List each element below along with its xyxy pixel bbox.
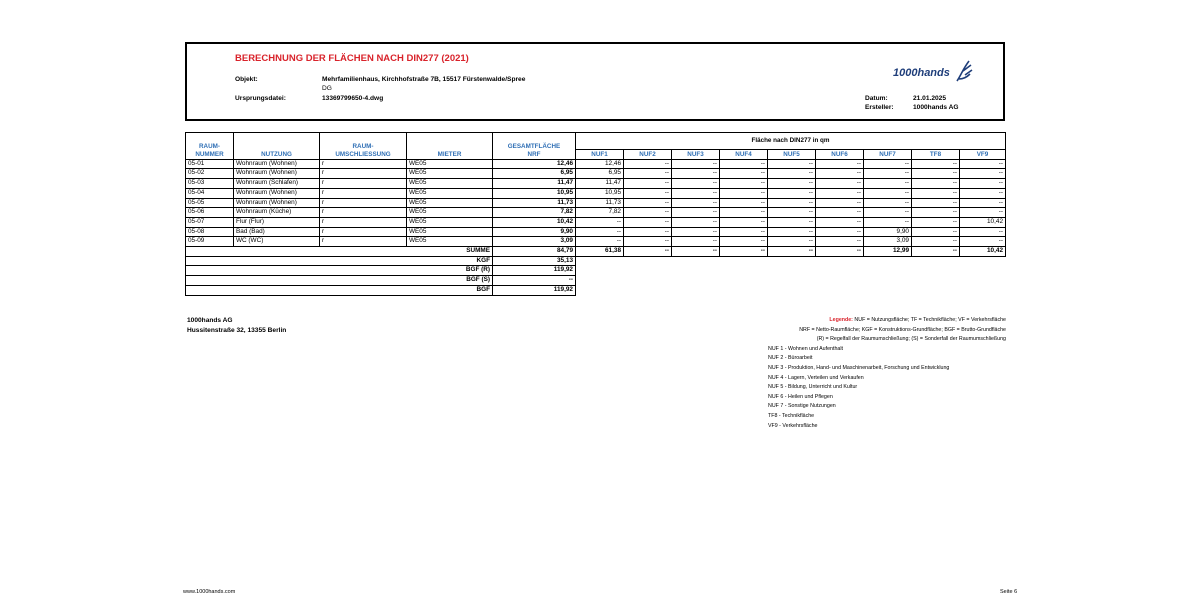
cell-area: -- [912, 179, 960, 189]
cell-area: -- [672, 237, 720, 247]
total-label: KGF [186, 256, 493, 266]
sum-area: -- [912, 247, 960, 257]
cell-raum-nummer: 05-02 [186, 169, 234, 179]
cell-area: -- [624, 159, 672, 169]
area-table [185, 132, 1006, 296]
cell-mieter: WE05 [407, 227, 493, 237]
cell-area: -- [912, 237, 960, 247]
sum-area: 10,42 [960, 247, 1006, 257]
cell-area: -- [672, 198, 720, 208]
cell-nrf: 3,09 [493, 237, 576, 247]
cell-area: 3,09 [864, 237, 912, 247]
cell-area: 11,47 [576, 179, 624, 189]
table-row [186, 237, 1006, 247]
cell-area: 11,73 [576, 198, 624, 208]
sum-area: -- [816, 247, 864, 257]
header-nuf2: NUF2 [624, 150, 672, 160]
cell-area: -- [912, 198, 960, 208]
cell-area: -- [864, 217, 912, 227]
total-value: -- [493, 276, 576, 286]
sum-area: -- [768, 247, 816, 257]
cell-raum-nummer: 05-07 [186, 217, 234, 227]
logo-hand-icon [953, 57, 975, 85]
document-header-box [185, 42, 1005, 121]
cell-area: -- [624, 198, 672, 208]
total-label: BGF (R) [186, 266, 493, 276]
legend-item: TF8 - Technikfläche [768, 412, 815, 419]
cell-area: -- [960, 208, 1006, 218]
cell-area: -- [816, 208, 864, 218]
cell-umschliessung: r [320, 227, 407, 237]
header-nuf3: NUF3 [672, 150, 720, 160]
cell-umschliessung: r [320, 237, 407, 247]
table-row [186, 227, 1006, 237]
cell-area: -- [768, 169, 816, 179]
cell-area: -- [720, 208, 768, 218]
cell-mieter: WE05 [407, 217, 493, 227]
header-nuf7: NUF7 [864, 150, 912, 160]
header-umschliessung: RAUM- UMSCHLIESSUNG [320, 133, 407, 160]
cell-nrf: 12,46 [493, 159, 576, 169]
cell-area: -- [768, 237, 816, 247]
cell-area: -- [912, 227, 960, 237]
total-row [186, 285, 1006, 295]
header-gesamtflaeche: GESAMTFLÄCHE NRF [493, 133, 576, 160]
cell-area: -- [816, 179, 864, 189]
cell-area: -- [768, 208, 816, 218]
cell-area: -- [624, 188, 672, 198]
cell-area: 12,46 [576, 159, 624, 169]
legend-item: NUF 2 - Büroarbeit [768, 355, 813, 362]
cell-area: -- [816, 217, 864, 227]
table-row [186, 198, 1006, 208]
cell-nrf: 9,90 [493, 227, 576, 237]
cell-area: -- [576, 237, 624, 247]
cell-area: 9,90 [864, 227, 912, 237]
cell-area: -- [720, 217, 768, 227]
cell-area: -- [816, 159, 864, 169]
cell-area: -- [672, 227, 720, 237]
cell-area: -- [816, 198, 864, 208]
cell-area: -- [672, 188, 720, 198]
cell-area: -- [672, 179, 720, 189]
cell-raum-nummer: 05-06 [186, 208, 234, 218]
cell-umschliessung: r [320, 198, 407, 208]
legend-item: NUF 6 - Heilen und Pflegen [768, 393, 833, 400]
cell-area: 10,42 [960, 217, 1006, 227]
cell-area: -- [720, 227, 768, 237]
legend-line-1: Legende: NUF = Nutzungsfläche; TF = Technikfläche; VF = Verkehrsfläche [829, 317, 1006, 323]
cell-nutzung: WC (WC) [234, 237, 320, 247]
cell-area: -- [864, 198, 912, 208]
company-logo [893, 57, 973, 85]
total-row [186, 276, 1006, 286]
cell-umschliessung: r [320, 179, 407, 189]
cell-area: -- [768, 159, 816, 169]
header-nuf6: NUF6 [816, 150, 864, 160]
cell-area: -- [720, 237, 768, 247]
cell-nutzung: Wohnraum (Wohnen) [234, 169, 320, 179]
total-row [186, 266, 1006, 276]
cell-area: -- [624, 227, 672, 237]
cell-area: -- [720, 198, 768, 208]
cell-nutzung: Flur (Flur) [234, 217, 320, 227]
cell-area: 7,82 [576, 208, 624, 218]
cell-area: -- [624, 179, 672, 189]
cell-umschliessung: r [320, 188, 407, 198]
cell-area: -- [960, 179, 1006, 189]
legend-label: Legende: [829, 317, 853, 323]
cell-area: -- [864, 179, 912, 189]
objekt-value: Mehrfamilienhaus, Kirchhofstraße 7B, 15517 Fürstenwalde/Spree [322, 76, 526, 83]
legend-item: NUF 3 - Produktion, Hand- und Maschinenarbeit, Forschung und Entwicklung [768, 364, 950, 371]
date-label: Datum: [865, 95, 888, 102]
company-name: 1000hands AG [187, 317, 233, 324]
cell-area: -- [720, 169, 768, 179]
cell-area: -- [768, 179, 816, 189]
total-label: BGF [186, 285, 493, 295]
legend-item: NUF 4 - Lagern, Verteilen und Verkaufen [768, 374, 864, 381]
sum-label: SUMME [186, 247, 493, 257]
cell-nutzung: Wohnraum (Wohnen) [234, 159, 320, 169]
cell-nutzung: Wohnraum (Wohnen) [234, 198, 320, 208]
cell-area: -- [816, 169, 864, 179]
legend-item: NUF 7 - Sonstige Nutzungen [768, 403, 836, 410]
header-vf9: VF9 [960, 150, 1006, 160]
date-value: 21.01.2025 [913, 95, 947, 102]
legend-block [760, 316, 1006, 431]
table-row [186, 159, 1006, 169]
cell-area: -- [912, 208, 960, 218]
cell-raum-nummer: 05-01 [186, 159, 234, 169]
cell-area: -- [768, 227, 816, 237]
sum-row [186, 247, 1006, 257]
cell-area: -- [960, 159, 1006, 169]
cell-nutzung: Wohnraum (Wohnen) [234, 188, 320, 198]
empty-space [576, 256, 1006, 266]
header-tf8: TF8 [912, 150, 960, 160]
legend-item: NUF 5 - Bildung, Unterricht und Kultur [768, 384, 858, 391]
cell-area: -- [912, 217, 960, 227]
cell-area: -- [672, 208, 720, 218]
cell-area: -- [960, 227, 1006, 237]
cell-raum-nummer: 05-03 [186, 179, 234, 189]
cell-mieter: WE05 [407, 179, 493, 189]
author-value: 1000hands AG [913, 104, 959, 111]
cell-area: -- [624, 208, 672, 218]
empty-space [576, 285, 1006, 295]
cell-area: -- [672, 217, 720, 227]
legend-item: VF9 - Verkehrsfläche [768, 422, 818, 429]
cell-area: -- [816, 188, 864, 198]
sum-area: -- [672, 247, 720, 257]
total-value: 35,13 [493, 256, 576, 266]
sum-area: -- [720, 247, 768, 257]
cell-area: -- [960, 198, 1006, 208]
cell-mieter: WE05 [407, 198, 493, 208]
cell-nrf: 10,95 [493, 188, 576, 198]
cell-area: -- [576, 217, 624, 227]
cell-area: -- [624, 169, 672, 179]
cell-mieter: WE05 [407, 188, 493, 198]
header-nuf1: NUF1 [576, 150, 624, 160]
cell-area: -- [912, 188, 960, 198]
table-row [186, 208, 1006, 218]
cell-nutzung: Wohnraum (Schlafen) [234, 179, 320, 189]
cell-mieter: WE05 [407, 159, 493, 169]
cell-area: -- [768, 188, 816, 198]
cell-area: -- [912, 159, 960, 169]
table-row [186, 217, 1006, 227]
footer-page-number: Seite 6 [1000, 589, 1018, 595]
cell-nrf: 11,47 [493, 179, 576, 189]
cell-area: -- [960, 237, 1006, 247]
total-row [186, 256, 1006, 266]
table-row [186, 169, 1006, 179]
sum-area: 12,99 [864, 247, 912, 257]
cell-area: -- [720, 159, 768, 169]
header-group-din277: Fläche nach DIN277 in qm [576, 133, 1006, 150]
cell-area: -- [864, 188, 912, 198]
company-address-block [187, 316, 286, 336]
header-nutzung: NUTZUNG [234, 133, 320, 160]
cell-area: -- [672, 159, 720, 169]
cell-area: -- [768, 198, 816, 208]
table-row [186, 188, 1006, 198]
cell-area: -- [864, 159, 912, 169]
empty-space [576, 276, 1006, 286]
header-nuf5: NUF5 [768, 150, 816, 160]
table-row [186, 179, 1006, 189]
cell-area: -- [960, 169, 1006, 179]
source-file-label: Ursprungsdatei: [235, 95, 286, 102]
cell-mieter: WE05 [407, 237, 493, 247]
cell-nutzung: Bad (Bad) [234, 227, 320, 237]
sum-nrf: 84,79 [493, 247, 576, 257]
cell-area: -- [576, 227, 624, 237]
cell-raum-nummer: 05-04 [186, 188, 234, 198]
empty-space [576, 266, 1006, 276]
author-label: Ersteller: [865, 104, 894, 111]
total-label: BGF (S) [186, 276, 493, 286]
cell-area: -- [864, 169, 912, 179]
cell-area: -- [912, 169, 960, 179]
cell-area: -- [960, 188, 1006, 198]
logo-text: 1000hands [893, 67, 950, 79]
cell-raum-nummer: 05-09 [186, 237, 234, 247]
footer-url: www.1000hands.com [183, 589, 236, 595]
cell-area: -- [864, 208, 912, 218]
cell-mieter: WE05 [407, 208, 493, 218]
legend-line-2: NRF = Netto-Raumfläche; KGF = Konstruktions-Grundfläche; BGF = Brutto-Grundfläche [799, 326, 1006, 333]
cell-umschliessung: r [320, 217, 407, 227]
floor-value: DG [322, 85, 332, 92]
cell-umschliessung: r [320, 208, 407, 218]
sum-area: -- [624, 247, 672, 257]
cell-nrf: 6,95 [493, 169, 576, 179]
objekt-label: Objekt: [235, 76, 258, 83]
cell-area: 10,95 [576, 188, 624, 198]
total-value: 119,92 [493, 266, 576, 276]
cell-area: -- [816, 237, 864, 247]
cell-area: -- [720, 179, 768, 189]
cell-nrf: 11,73 [493, 198, 576, 208]
cell-area: -- [624, 217, 672, 227]
header-nuf4: NUF4 [720, 150, 768, 160]
company-address: Hussitenstraße 32, 13355 Berlin [187, 327, 287, 334]
document-title: BERECHNUNG DER FLÄCHEN NACH DIN277 (2021) [235, 53, 469, 64]
source-file-value: 13369799650-4.dwg [322, 95, 384, 102]
cell-nrf: 7,82 [493, 208, 576, 218]
cell-raum-nummer: 05-08 [186, 227, 234, 237]
cell-area: -- [768, 217, 816, 227]
total-value: 119,92 [493, 285, 576, 295]
cell-area: 6,95 [576, 169, 624, 179]
cell-area: -- [816, 227, 864, 237]
cell-umschliessung: r [320, 159, 407, 169]
cell-nrf: 10,42 [493, 217, 576, 227]
legend-line-3: (R) = Regelfall der Raumumschließung; (S) = Sonderfall der Raumumschließung [816, 336, 1006, 343]
cell-area: -- [672, 169, 720, 179]
cell-raum-nummer: 05-05 [186, 198, 234, 208]
cell-area: -- [624, 237, 672, 247]
header-mieter: MIETER [407, 133, 493, 160]
cell-mieter: WE05 [407, 169, 493, 179]
cell-nutzung: Wohnraum (Küche) [234, 208, 320, 218]
cell-area: -- [720, 188, 768, 198]
legend-item: NUF 1 - Wohnen und Aufenthalt [768, 345, 843, 352]
header-raum-nummer: RAUM- NUMMER [186, 133, 234, 160]
cell-umschliessung: r [320, 169, 407, 179]
sum-area: 61,38 [576, 247, 624, 257]
